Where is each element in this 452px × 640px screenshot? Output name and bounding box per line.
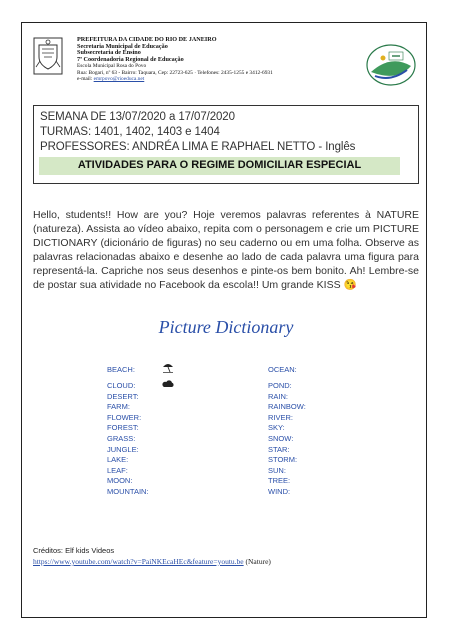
word-item: FARM:	[107, 402, 130, 412]
word-item: MOUNTAIN:	[107, 487, 149, 497]
word-item: SKY:	[268, 423, 285, 433]
word-item: JUNGLE:	[107, 444, 139, 454]
word-list-left	[107, 365, 149, 498]
header-line-1: PREFEITURA DA CIDADE DO RIO DE JANEIRO	[77, 36, 217, 43]
city-crest-logo	[33, 37, 63, 75]
picture-dictionary-title: Picture Dictionary	[158, 317, 294, 337]
teachers-text: PROFESSORES: ANDRÉA LIMA E RAPHAEL NETTO - Inglês	[40, 141, 356, 153]
beach-umbrella-icon	[162, 361, 174, 373]
email-link[interactable]: emrpovo@rioeduca.net	[93, 75, 145, 82]
video-link-line	[33, 557, 271, 566]
youtube-link[interactable]: https://www.youtube.com/watch?v=PaiNKEcaHEc&feature=youtu.be	[33, 557, 244, 566]
activity-banner	[39, 157, 400, 175]
word-item: DESERT:	[107, 391, 139, 401]
word-item: LEAF:	[107, 465, 128, 475]
word-item: RAIN:	[268, 391, 289, 401]
header-line-2: Secretaria Municipal de Educação	[77, 42, 168, 50]
word-item: RIVER:	[268, 412, 294, 422]
word-item: FOREST:	[107, 423, 139, 433]
activity-banner-text: ATIVIDADES PARA O REGIME DOMICILIAR ESPECIAL	[77, 159, 362, 171]
word-item: GRASS:	[107, 434, 136, 444]
word-list-right	[268, 365, 306, 498]
word-item: SNOW:	[268, 434, 294, 444]
intro-paragraph: Hello, students!! How are you? Hoje veremos palavras referentes à NATURE (natureza). Assista ao vídeo abaixo, repita com o personagem e crie um PICTURE DICTIONARY (dicionário de figuras) no seu caderno ou em uma folha. Observe as palavras relacionadas abaixo e desenhe ao lado de cada palavra uma figura para representá-la. Capriche nos seus desenhos e pinte-os bem bonito. Ah! Lembre-se de postar sua atividade no Facebook da escola!! Um grande KISS 😘	[33, 209, 419, 292]
word-item: FLOWER:	[107, 412, 142, 422]
class-info-box	[33, 105, 419, 184]
word-item: POND:	[268, 381, 292, 391]
school-header	[33, 37, 423, 95]
week-text: SEMANA DE 13/07/2020 a 17/07/2020	[40, 111, 235, 123]
header-school-name: Escola Municipal Rosa do Povo	[77, 63, 147, 70]
video-note: (Nature)	[245, 557, 271, 566]
header-text	[77, 37, 357, 82]
word-item: TREE:	[268, 476, 291, 486]
word-item: STAR:	[268, 444, 290, 454]
cre-logo	[365, 42, 417, 88]
email-label: e-mail:	[77, 75, 93, 82]
word-item: SUN:	[268, 465, 286, 475]
header-line-4: 7ª Coordenadoria Regional de Educação	[77, 55, 184, 63]
credits-label: Créditos: Elf kids Videos	[33, 546, 115, 555]
word-item: BEACH:	[107, 365, 135, 374]
classes-text: TURMAS: 1401, 1402, 1403 e 1404	[40, 126, 220, 138]
word-item: LAKE:	[107, 455, 129, 465]
cloud-icon	[162, 379, 174, 388]
header-address: Rua: Bogari, nº 63 - Bairro: Taquara, Cep: 22723-625 · Telefones: 2435-1255 e 3412-6931	[77, 69, 273, 76]
word-item: MOON:	[107, 476, 133, 486]
word-item: RAINBOW:	[268, 402, 306, 412]
word-item: OCEAN:	[268, 365, 297, 374]
word-item: CLOUD:	[107, 381, 136, 391]
word-item: WIND:	[268, 487, 291, 497]
header-line-3: Subsecretaria de Ensino	[77, 49, 141, 57]
word-item: STORM:	[268, 455, 298, 465]
header-email-line	[77, 76, 357, 82]
